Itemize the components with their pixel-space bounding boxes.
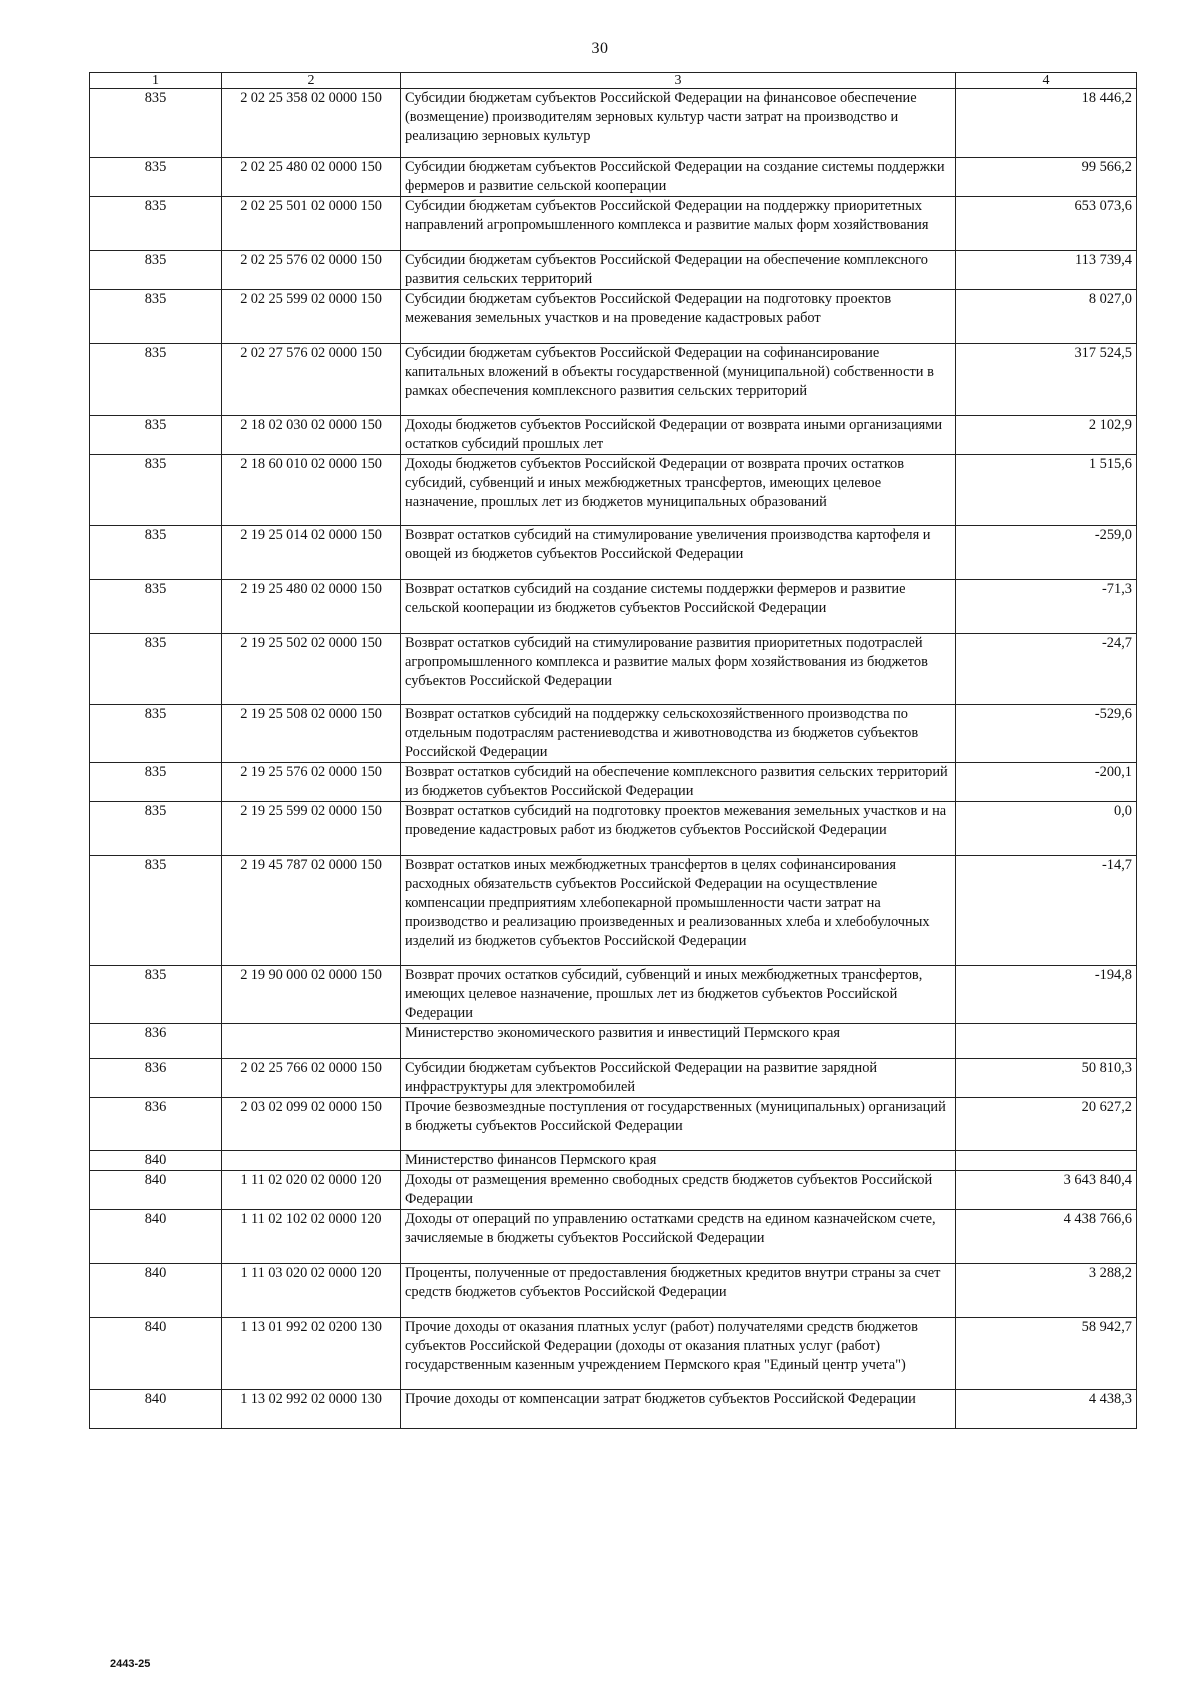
- admin-code-cell: 840: [90, 1210, 222, 1264]
- admin-code-cell: 835: [90, 802, 222, 856]
- amount-cell: 2 102,9: [956, 416, 1137, 455]
- revenue-name-cell: Возврат остатков субсидий на стимулирование увеличения производства картофеля и овощей из бюджетов субъектов Российской Федерации: [401, 526, 956, 580]
- column-header-4: 4: [956, 73, 1137, 89]
- revenue-name-cell: Доходы бюджетов субъектов Российской Федерации от возврата иными организациями остатков субсидий прошлых лет: [401, 416, 956, 455]
- admin-code-cell: 835: [90, 580, 222, 634]
- admin-code-cell: 835: [90, 89, 222, 158]
- budget-classification-code-cell: 1 13 02 992 02 0000 130: [222, 1390, 401, 1429]
- budget-classification-code-cell: 2 19 45 787 02 0000 150: [222, 856, 401, 966]
- revenue-name-cell: Субсидии бюджетам субъектов Российской Федерации на обеспечение комплексного развития сельских территорий: [401, 251, 956, 290]
- table-row: [90, 1171, 1137, 1210]
- revenue-name-cell: Министерство финансов Пермского края: [401, 1151, 956, 1171]
- budget-classification-code-cell: 2 02 25 576 02 0000 150: [222, 251, 401, 290]
- admin-code-cell: 835: [90, 344, 222, 416]
- revenue-name-cell: Доходы бюджетов субъектов Российской Федерации от возврата прочих остатков субсидий, субвенций и иных межбюджетных трансфертов, имеющих целевое назначение, прошлых лет из бюджетов муниципальных образований: [401, 455, 956, 526]
- admin-code-cell: 835: [90, 705, 222, 763]
- table-row: [90, 89, 1137, 158]
- revenue-name-cell: Возврат остатков субсидий на создание системы поддержки фермеров и развитие сельской кооперации из бюджетов субъектов Российской Федерации: [401, 580, 956, 634]
- budget-classification-code-cell: 2 02 25 766 02 0000 150: [222, 1059, 401, 1098]
- admin-code-cell: 835: [90, 634, 222, 705]
- amount-cell: -194,8: [956, 966, 1137, 1024]
- table-row: [90, 290, 1137, 344]
- revenue-name-cell: Доходы от операций по управлению остатками средств на едином казначейском счете, зачисляемые в бюджеты субъектов Российской Федерации: [401, 1210, 956, 1264]
- table-row: [90, 526, 1137, 580]
- admin-code-cell: 840: [90, 1151, 222, 1171]
- table-body: [90, 89, 1137, 1429]
- table-row: [90, 1264, 1137, 1318]
- table-header-row: [90, 73, 1137, 89]
- table-row: [90, 197, 1137, 251]
- budget-classification-code-cell: 2 03 02 099 02 0000 150: [222, 1098, 401, 1151]
- amount-cell: 653 073,6: [956, 197, 1137, 251]
- budget-classification-code-cell: 2 19 25 480 02 0000 150: [222, 580, 401, 634]
- amount-cell: 113 739,4: [956, 251, 1137, 290]
- admin-code-cell: 835: [90, 197, 222, 251]
- table-row: [90, 1210, 1137, 1264]
- budget-classification-code-cell: 2 19 25 599 02 0000 150: [222, 802, 401, 856]
- revenue-name-cell: Субсидии бюджетам субъектов Российской Федерации на поддержку приоритетных направлений агропромышленного комплекса и развитие малых форм хозяйствования: [401, 197, 956, 251]
- admin-code-cell: 840: [90, 1390, 222, 1429]
- table-row: [90, 1059, 1137, 1098]
- table-row: [90, 416, 1137, 455]
- revenue-name-cell: Возврат остатков иных межбюджетных трансфертов в целях софинансирования расходных обязательств субъектов Российской Федерации на осуществление компенсации предприятиям хлебопекарной промышленности части затрат на производство и реализацию произведенных и реализованных хлеба и хлебобулочных изделий из бюджетов субъектов Российской Федерации: [401, 856, 956, 966]
- revenue-name-cell: Доходы от размещения временно свободных средств бюджетов субъектов Российской Федерации: [401, 1171, 956, 1210]
- admin-code-cell: 835: [90, 455, 222, 526]
- table-row: [90, 455, 1137, 526]
- revenue-name-cell: Возврат остатков субсидий на стимулирование развития приоритетных подотраслей агропромышленного комплекса и развитие малых форм хозяйствования из бюджетов субъектов Российской Федерации: [401, 634, 956, 705]
- amount-cell: -259,0: [956, 526, 1137, 580]
- budget-classification-code-cell: 2 02 27 576 02 0000 150: [222, 344, 401, 416]
- budget-revenue-table: [89, 72, 1137, 1429]
- admin-code-cell: 835: [90, 416, 222, 455]
- revenue-name-cell: Субсидии бюджетам субъектов Российской Федерации на подготовку проектов межевания земельных участков и на проведение кадастровых работ: [401, 290, 956, 344]
- amount-cell: 3 643 840,4: [956, 1171, 1137, 1210]
- revenue-name-cell: Возврат прочих остатков субсидий, субвенций и иных межбюджетных трансфертов, имеющих целевое назначение, прошлых лет из бюджетов субъектов Российской Федерации: [401, 966, 956, 1024]
- budget-classification-code-cell: 2 18 60 010 02 0000 150: [222, 455, 401, 526]
- table-row: [90, 705, 1137, 763]
- amount-cell: -14,7: [956, 856, 1137, 966]
- amount-cell: 317 524,5: [956, 344, 1137, 416]
- budget-classification-code-cell: 2 02 25 480 02 0000 150: [222, 158, 401, 197]
- budget-classification-code-cell: 2 19 25 576 02 0000 150: [222, 763, 401, 802]
- table-row: [90, 1151, 1137, 1171]
- amount-cell: 20 627,2: [956, 1098, 1137, 1151]
- table-row: [90, 1390, 1137, 1429]
- budget-classification-code-cell: 2 19 25 014 02 0000 150: [222, 526, 401, 580]
- admin-code-cell: 836: [90, 1024, 222, 1059]
- revenue-name-cell: Субсидии бюджетам субъектов Российской Федерации на создание системы поддержки фермеров и развитие сельской кооперации: [401, 158, 956, 197]
- column-header-1: 1: [90, 73, 222, 89]
- table-row: [90, 1024, 1137, 1059]
- budget-classification-code-cell: 2 18 02 030 02 0000 150: [222, 416, 401, 455]
- amount-cell: 50 810,3: [956, 1059, 1137, 1098]
- amount-cell: [956, 1024, 1137, 1059]
- revenue-name-cell: Возврат остатков субсидий на обеспечение комплексного развития сельских территорий из бюджетов субъектов Российской Федерации: [401, 763, 956, 802]
- admin-code-cell: 835: [90, 158, 222, 197]
- revenue-name-cell: Проценты, полученные от предоставления бюджетных кредитов внутри страны за счет средств бюджетов субъектов Российской Федерации: [401, 1264, 956, 1318]
- page-number: 30: [591, 40, 609, 57]
- revenue-name-cell: Субсидии бюджетам субъектов Российской Федерации на софинансирование капитальных вложений в объекты государственной (муниципальной) собственности в рамках обеспечения комплексного развития сельских территорий: [401, 344, 956, 416]
- budget-classification-code-cell: 1 11 02 102 02 0000 120: [222, 1210, 401, 1264]
- amount-cell: 58 942,7: [956, 1318, 1137, 1390]
- table-row: [90, 634, 1137, 705]
- budget-classification-code-cell: 2 19 25 502 02 0000 150: [222, 634, 401, 705]
- budget-classification-code-cell: [222, 1024, 401, 1059]
- amount-cell: [956, 1151, 1137, 1171]
- admin-code-cell: 840: [90, 1171, 222, 1210]
- amount-cell: 8 027,0: [956, 290, 1137, 344]
- table-row: [90, 802, 1137, 856]
- table-row: [90, 344, 1137, 416]
- document-code: 2443-25: [110, 1658, 151, 1670]
- amount-cell: 0,0: [956, 802, 1137, 856]
- amount-cell: 3 288,2: [956, 1264, 1137, 1318]
- revenue-name-cell: Министерство экономического развития и инвестиций Пермского края: [401, 1024, 956, 1059]
- admin-code-cell: 835: [90, 856, 222, 966]
- column-header-3: 3: [401, 73, 956, 89]
- admin-code-cell: 835: [90, 526, 222, 580]
- admin-code-cell: 840: [90, 1318, 222, 1390]
- revenue-name-cell: Прочие безвозмездные поступления от государственных (муниципальных) организаций в бюджеты субъектов Российской Федерации: [401, 1098, 956, 1151]
- revenue-name-cell: Возврат остатков субсидий на подготовку проектов межевания земельных участков и на проведение кадастровых работ из бюджетов субъектов Российской Федерации: [401, 802, 956, 856]
- budget-classification-code-cell: 2 02 25 501 02 0000 150: [222, 197, 401, 251]
- amount-cell: 99 566,2: [956, 158, 1137, 197]
- revenue-name-cell: Прочие доходы от оказания платных услуг (работ) получателями средств бюджетов субъектов Российской Федерации (доходы от оказания платных услуг (работ) государственным казенным учреждением Пермского края "Единый центр учета"): [401, 1318, 956, 1390]
- budget-classification-code-cell: 2 19 25 508 02 0000 150: [222, 705, 401, 763]
- budget-classification-code-cell: 1 11 03 020 02 0000 120: [222, 1264, 401, 1318]
- column-header-2: 2: [222, 73, 401, 89]
- table-row: [90, 966, 1137, 1024]
- table-row: [90, 1318, 1137, 1390]
- table-row: [90, 158, 1137, 197]
- budget-classification-code-cell: [222, 1151, 401, 1171]
- budget-classification-code-cell: 1 13 01 992 02 0200 130: [222, 1318, 401, 1390]
- amount-cell: 4 438,3: [956, 1390, 1137, 1429]
- budget-classification-code-cell: 2 19 90 000 02 0000 150: [222, 966, 401, 1024]
- table-row: [90, 856, 1137, 966]
- amount-cell: -24,7: [956, 634, 1137, 705]
- table-row: [90, 1098, 1137, 1151]
- amount-cell: -200,1: [956, 763, 1137, 802]
- revenue-name-cell: Субсидии бюджетам субъектов Российской Федерации на финансовое обеспечение (возмещение) производителям зерновых культур части затрат на производство и реализацию зерновых культур: [401, 89, 956, 158]
- revenue-name-cell: Возврат остатков субсидий на поддержку сельскохозяйственного производства по отдельным подотраслям растениеводства и животноводства из бюджетов субъектов Российской Федерации: [401, 705, 956, 763]
- amount-cell: 18 446,2: [956, 89, 1137, 158]
- amount-cell: 4 438 766,6: [956, 1210, 1137, 1264]
- admin-code-cell: 840: [90, 1264, 222, 1318]
- table-row: [90, 763, 1137, 802]
- budget-classification-code-cell: 2 02 25 599 02 0000 150: [222, 290, 401, 344]
- admin-code-cell: 836: [90, 1059, 222, 1098]
- admin-code-cell: 835: [90, 966, 222, 1024]
- amount-cell: -529,6: [956, 705, 1137, 763]
- amount-cell: 1 515,6: [956, 455, 1137, 526]
- admin-code-cell: 835: [90, 251, 222, 290]
- admin-code-cell: 835: [90, 290, 222, 344]
- table-row: [90, 251, 1137, 290]
- table-row: [90, 580, 1137, 634]
- budget-classification-code-cell: 2 02 25 358 02 0000 150: [222, 89, 401, 158]
- budget-classification-code-cell: 1 11 02 020 02 0000 120: [222, 1171, 401, 1210]
- admin-code-cell: 835: [90, 763, 222, 802]
- revenue-name-cell: Прочие доходы от компенсации затрат бюджетов субъектов Российской Федерации: [401, 1390, 956, 1429]
- amount-cell: -71,3: [956, 580, 1137, 634]
- admin-code-cell: 836: [90, 1098, 222, 1151]
- revenue-name-cell: Субсидии бюджетам субъектов Российской Федерации на развитие зарядной инфраструктуры для электромобилей: [401, 1059, 956, 1098]
